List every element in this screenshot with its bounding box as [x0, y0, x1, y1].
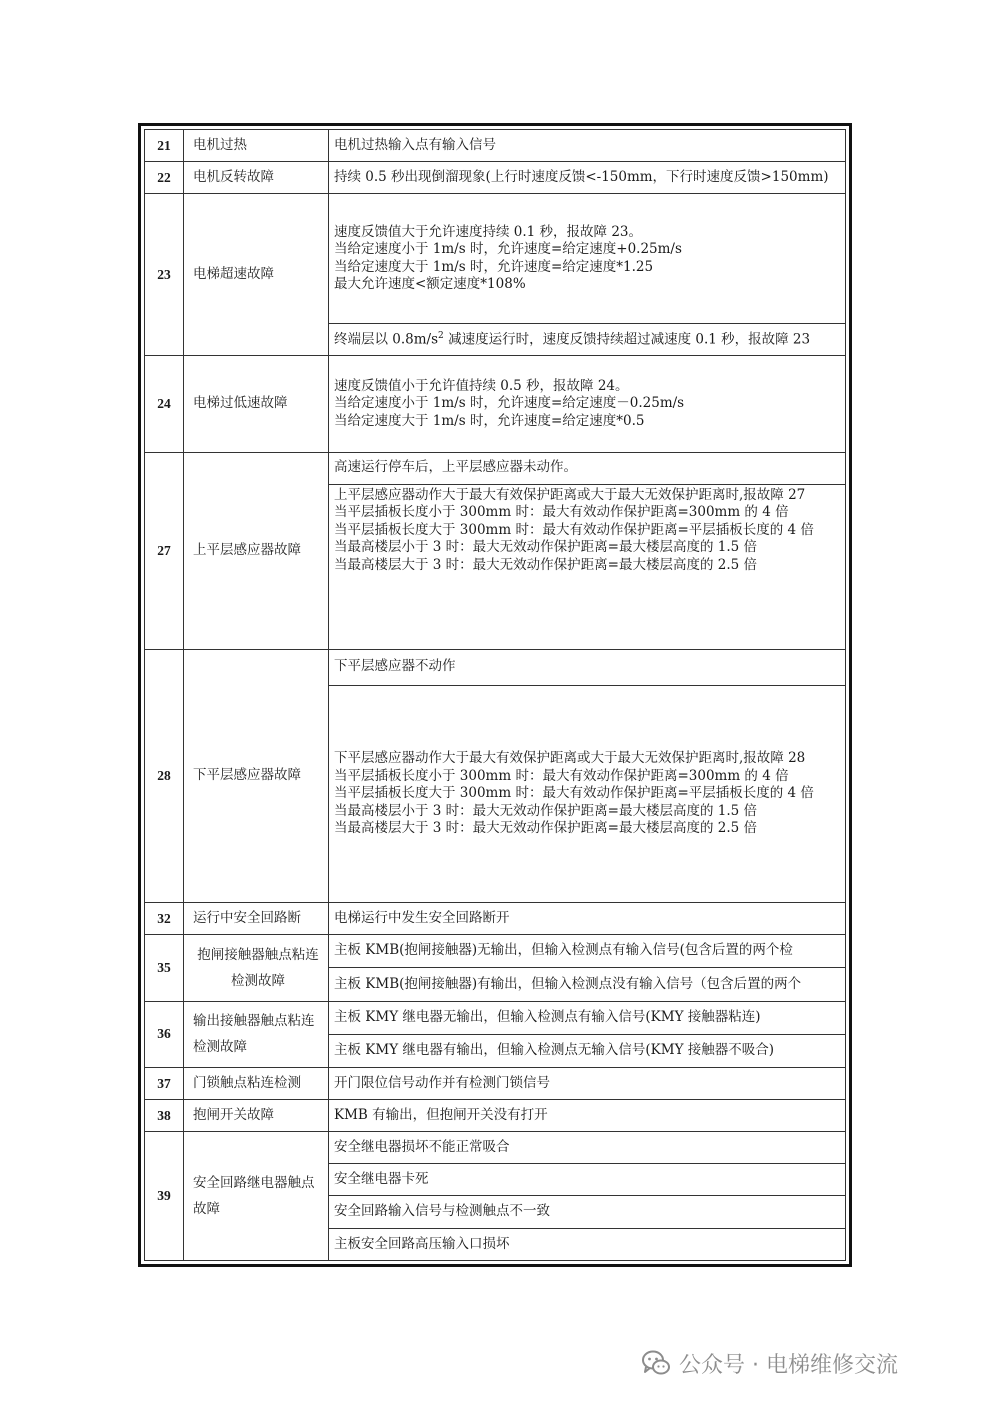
- desc-line: 速度反馈值小于允许值持续 0.5 秒，报故障 24。: [334, 377, 629, 394]
- fault-description: 电机过热输入点有输入信号: [329, 130, 846, 162]
- clipped-description: [334, 487, 840, 645]
- desc-line: 当平层插板长度大于 300mm 时：最大有效动作保护距离=平层插板长度的 4 倍: [334, 521, 814, 538]
- fault-description: 安全继电器损坏不能正常吸合: [329, 1132, 846, 1164]
- desc-line: 当给定速度小于 1m/s 时，允许速度=给定速度+0.25m/s: [334, 241, 682, 258]
- fault-code: 37: [145, 1067, 184, 1099]
- fault-description: [329, 1001, 846, 1034]
- desc-line: 当最高楼层小于 3 时：最大无效动作保护距离=最大楼层高度的 1.5 倍: [334, 802, 758, 819]
- desc-line: [334, 331, 840, 349]
- fault-code: 21: [145, 130, 184, 162]
- fault-name: 抱闸开关故障: [184, 1100, 329, 1132]
- fault-name: 安全回路继电器触点故障: [184, 1132, 329, 1261]
- fault-code: 38: [145, 1100, 184, 1132]
- fault-code-table-frame: [138, 123, 852, 1267]
- wechat-icon: [641, 1348, 671, 1378]
- fault-description: 高速运行停车后，上平层感应器未动作。: [329, 452, 846, 484]
- fault-description: [329, 968, 846, 1001]
- fault-description: [329, 1034, 846, 1067]
- fault-name: 抱闸接触器触点粘连检测故障: [184, 935, 329, 1001]
- fault-code-table: [144, 129, 846, 1261]
- desc-line: 当给定速度大于 1m/s 时，允许速度=给定速度*1.25: [334, 258, 654, 275]
- fault-name: 电梯过低速故障: [184, 356, 329, 453]
- fault-code: 27: [145, 452, 184, 649]
- table-row: [145, 935, 846, 968]
- superscript: 2: [438, 330, 444, 341]
- table-row: [145, 130, 846, 162]
- desc-line: 持续 0.5 秒出现倒溜现象(上行时速度反馈<-150mm，下行时速度反馈>150mm): [334, 168, 829, 185]
- table-row: [145, 1001, 846, 1034]
- watermark: [641, 1343, 898, 1383]
- fault-code: 39: [145, 1132, 184, 1261]
- fault-code: 36: [145, 1001, 184, 1067]
- desc-line: 当最高楼层小于 3 时：最大无效动作保护距离=最大楼层高度的 1.5 倍: [334, 539, 758, 556]
- fault-description: [329, 356, 846, 453]
- fault-description: 开门限位信号动作并有检测门锁信号: [329, 1067, 846, 1099]
- desc-line: 当最高楼层大于 3 时：最大无效动作保护距离=最大楼层高度的 2.5 倍: [334, 820, 758, 837]
- fault-description: [329, 484, 846, 649]
- watermark-text: 公众号 · 电梯维修交流: [679, 1352, 898, 1378]
- fault-description: [329, 685, 846, 902]
- table-row: [145, 1100, 846, 1132]
- fault-name: 电机反转故障: [184, 162, 329, 194]
- fault-code: 28: [145, 649, 184, 902]
- desc-line: 当平层插板长度小于 300mm 时：最大有效动作保护距离=300mm 的 4 倍: [334, 504, 789, 521]
- fault-name: 上平层感应器故障: [184, 452, 329, 649]
- desc-line: 速度反馈值大于允许速度持续 0.1 秒，报故障 23。: [334, 223, 643, 240]
- desc-line: 主板 KMY 继电器有输出，但输入检测点无输入信号(KMY 接触器不吸合): [334, 1041, 775, 1058]
- fault-description: 主板安全回路高压输入口损坏: [329, 1228, 846, 1260]
- fault-code: 24: [145, 356, 184, 453]
- desc-line: 当最高楼层大于 3 时：最大无效动作保护距离=最大楼层高度的 2.5 倍: [334, 557, 758, 573]
- table-row: [145, 1067, 846, 1099]
- desc-line: 上平层感应器动作大于最大有效保护距离或大于最大无效保护距离时,报故障 27: [334, 486, 806, 503]
- table-row: [145, 649, 846, 685]
- desc-line: 当平层插板长度小于 300mm 时：最大有效动作保护距离=300mm 的 4 倍: [334, 767, 789, 784]
- fault-description: [329, 162, 846, 194]
- fault-description: 电梯运行中发生安全回路断开: [329, 903, 846, 935]
- desc-line: 当给定速度大于 1m/s 时，允许速度=给定速度*0.5: [334, 412, 645, 429]
- fault-description: KMB 有输出，但抱闸开关没有打开: [329, 1100, 846, 1132]
- fault-code: 22: [145, 162, 184, 194]
- fault-name: 门锁触点粘连检测: [184, 1067, 329, 1099]
- fault-name: 电机过热: [184, 130, 329, 162]
- fault-description: 安全继电器卡死: [329, 1164, 846, 1196]
- desc-line: 主板 KMB(抱闸接触器)有输出，但输入检测点没有输入信号（包含后置的两个: [334, 975, 802, 992]
- table-row: [145, 452, 846, 484]
- table-row: [145, 356, 846, 453]
- desc-line: 当平层插板长度大于 300mm 时：最大有效动作保护距离=平层插板长度的 4 倍: [334, 785, 814, 802]
- table-row: [145, 903, 846, 935]
- fault-name: 电梯超速故障: [184, 194, 329, 356]
- fault-description: [329, 324, 846, 356]
- table-row: [145, 162, 846, 194]
- fault-description: [329, 194, 846, 324]
- desc-text: 终端层以 0.8m/s: [334, 331, 439, 348]
- fault-name: 输出接触器触点粘连检测故障: [184, 1001, 329, 1067]
- fault-description: 安全回路输入信号与检测触点不一致: [329, 1196, 846, 1228]
- fault-description: [329, 935, 846, 968]
- desc-line: 主板 KMB(抱闸接触器)无输出，但输入检测点有输入信号(包含后置的两个检: [334, 942, 793, 959]
- fault-description: 下平层感应器不动作: [329, 649, 846, 685]
- desc-line: 主板 KMY 继电器无输出，但输入检测点有输入信号(KMY 接触器粘连): [334, 1008, 761, 1025]
- desc-line: 下平层感应器动作大于最大有效保护距离或大于最大无效保护距离时,报故障 28: [334, 750, 806, 767]
- desc-line: 最大允许速度<额定速度*108%: [334, 276, 526, 293]
- fault-code: 23: [145, 194, 184, 356]
- table-row: [145, 194, 846, 324]
- desc-text: 减速度运行时，速度反馈持续超过减速度 0.1 秒，报故障 23: [443, 331, 811, 348]
- fault-name: 运行中安全回路断: [184, 903, 329, 935]
- table-row: [145, 1132, 846, 1164]
- fault-code: 32: [145, 903, 184, 935]
- fault-name: 下平层感应器故障: [184, 649, 329, 902]
- desc-line: 当给定速度小于 1m/s 时，允许速度=给定速度－0.25m/s: [334, 395, 685, 412]
- fault-code: 35: [145, 935, 184, 1001]
